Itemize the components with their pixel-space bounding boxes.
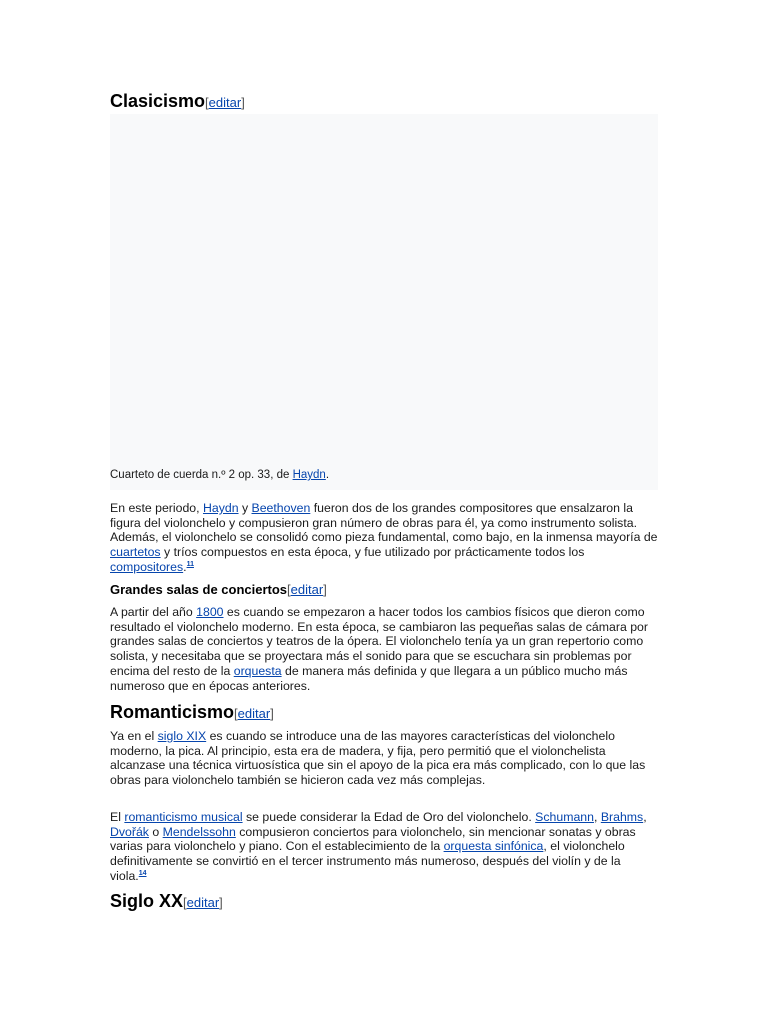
- link-brahms[interactable]: Brahms: [600, 810, 644, 824]
- text-run: fueron dos de los grandes compositores que ensalzaron la figura del violonchelo y compusieron gran número de obras para él, ya como instrumento solista. Además, el violonchelo se consolidó como pieza fundamental, como bajo, en la inmensa mayoría de: [110, 501, 658, 545]
- text-run: Ya en el: [110, 729, 158, 743]
- reference-sup: [139, 867, 147, 878]
- heading-text: Romanticismo: [110, 702, 235, 722]
- link-mendelssohn[interactable]: Mendelssohn: [162, 824, 236, 839]
- text-run: El: [110, 810, 125, 824]
- link-romanticismo-musical[interactable]: romanticismo musical: [124, 810, 243, 824]
- text-run: .: [183, 559, 187, 574]
- heading-text: Clasicismo: [110, 91, 206, 111]
- link-1800[interactable]: 1800: [196, 605, 224, 619]
- link-siglo-xix[interactable]: siglo XIX: [157, 729, 207, 743]
- text-run: o: [148, 824, 163, 839]
- edit-section-wrapper: [editar]: [234, 706, 274, 721]
- link-orquesta[interactable]: orquesta: [233, 663, 282, 678]
- text-run: es cuando se introduce una de las mayores características del violonchelo moderno, la pica. Al principio, esta era de madera, y fija, pero permitió que el violonchelista alcanzase una técnica virtuosística que sin el apoyo de la pica era más complicado, con lo que las obras para violonchelo también se hicieron cada vez más complejas.: [110, 729, 646, 788]
- reference-link-14[interactable]: 14: [138, 869, 147, 877]
- paragraph-grandes-salas: [110, 605, 658, 693]
- text-run: En este periodo,: [110, 501, 203, 515]
- text-run: de manera más definida y que llegara a un público mucho más numeroso que en épocas anteriores.: [110, 663, 628, 693]
- text-run: ,: [593, 810, 601, 824]
- heading-text: Grandes salas de conciertos: [110, 582, 288, 597]
- text-run: es cuando se empezaron a hacer todos los cambios físicos que dieron como resultado el violonchelo moderno. En esta época, se cambiaron las pequeñas salas de cámara por grandes salas de conciertos y teatros de la ópera. El violonchelo tenía ya un gran repertorio como solista, y necesitaba que se proyectara más el sonido para que se escuchara sin problemas por encima del resto de la: [110, 605, 648, 678]
- text-run: , el violonchelo definitivamente se convirtió en el tercer instrumento más numeroso, después del violín y de la viola.: [110, 839, 625, 883]
- caption-text: Cuarteto de cuerda n.º 2 op. 33, de: [110, 469, 293, 481]
- edit-section-wrapper: [editar]: [205, 95, 245, 110]
- caption-link-haydn[interactable]: Haydn: [292, 469, 326, 481]
- text-run: ,: [643, 810, 647, 824]
- edit-link-romanticismo[interactable]: editar: [237, 706, 271, 721]
- text-run: se puede considerar la Edad de Oro del violonchelo.: [242, 810, 536, 824]
- text-run: y: [238, 501, 252, 515]
- link-haydn[interactable]: Haydn: [202, 501, 239, 515]
- text-run: compusieron conciertos para violonchelo, sin mencionar sonatas y obras varias para violonchelo y piano. Con el establecimiento de la: [110, 824, 636, 854]
- link-orquesta-sinfonica[interactable]: orquesta sinfónica: [443, 839, 544, 854]
- text-run: A partir del año: [110, 605, 197, 619]
- section-heading-clasicismo: [110, 90, 658, 114]
- media-player-placeholder[interactable]: [110, 114, 658, 490]
- section-heading-grandes-salas: [110, 581, 658, 599]
- paragraph-romanticismo-2: [110, 810, 658, 884]
- edit-section-wrapper: [editar]: [183, 895, 223, 910]
- reference-sup: [187, 558, 194, 569]
- reference-link-11[interactable]: 11: [186, 560, 194, 568]
- paragraph-clasicismo: [110, 501, 658, 575]
- paragraph-romanticismo-1: [110, 729, 658, 788]
- edit-link-grandes-salas[interactable]: editar: [290, 582, 324, 597]
- edit-link-siglo-xx[interactable]: editar: [186, 895, 220, 910]
- edit-section-wrapper: [editar]: [287, 582, 327, 597]
- link-compositores[interactable]: compositores: [110, 559, 184, 574]
- heading-text: Siglo XX: [110, 891, 184, 911]
- media-caption: [110, 468, 329, 482]
- link-beethoven[interactable]: Beethoven: [251, 501, 311, 515]
- section-heading-siglo-xx: [110, 890, 658, 914]
- text-run: y tríos compuestos en esta época, y fue utilizado por prácticamente todos los: [160, 545, 585, 560]
- caption-end: .: [325, 469, 330, 481]
- link-cuartetos[interactable]: cuartetos: [110, 545, 161, 560]
- section-heading-romanticismo: [110, 701, 658, 725]
- edit-link-clasicismo[interactable]: editar: [208, 95, 242, 110]
- link-schumann[interactable]: Schumann: [535, 810, 594, 824]
- link-dvorak[interactable]: Dvořák: [110, 824, 149, 839]
